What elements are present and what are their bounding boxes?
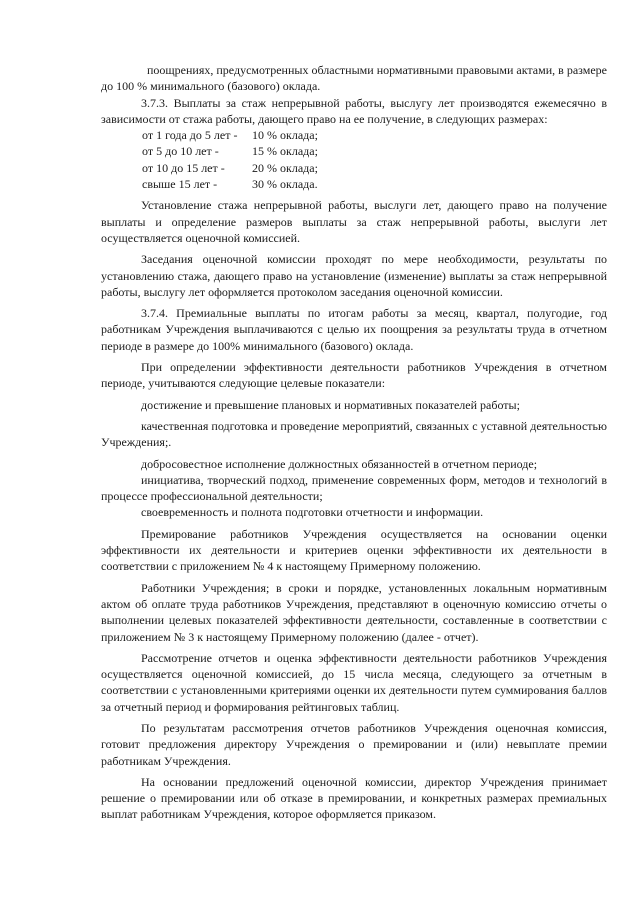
paragraph-director-decision: На основании предложений оценочной комиссии, директор Учреждения принимает решение о премировании или об отказе в премировании, и конкретных размерах премиальных выплат работникам Учреждения, которое оформляется приказом. (101, 774, 607, 822)
clause-3-7-3: 3.7.3. Выплаты за стаж непрерывной работы, выслугу лет производятся ежемесячно в зависимости от стажа работы, дающего право на ее получение, в следующих размерах: (101, 95, 607, 126)
seniority-range: от 10 до 15 лет - (142, 160, 225, 175)
seniority-rate-row (101, 176, 607, 192)
document-body (101, 62, 607, 823)
seniority-percent: 10 % оклада; (252, 128, 318, 143)
paragraph-seniority-establishment: Установление стажа непрерывной работы, выслуги лет, дающего право на получение выплаты и определение размеров выплаты за стаж непрерывной работы, выслуги лет осуществляется оценочной комиссией. (101, 198, 607, 245)
criteria-item: своевременность и полнота подготовки отчетности и информации. (141, 505, 484, 520)
paragraph-efficiency-criteria: При определении эффективности деятельности работников Учреждения в отчетном периоде, учитываются следующие целевые показатели: (101, 360, 607, 391)
seniority-percent: 20 % оклада; (252, 160, 318, 175)
seniority-rates-list (101, 127, 607, 192)
seniority-percent: 15 % оклада; (252, 144, 318, 159)
paragraph-bonus-basis: Премирование работников Учреждения осуществляется на основании оценки эффективности их деятельности и критериев оценки эффективности их деятельности в соответствии с приложением № 4 к настоящему Примерному положению. (101, 526, 607, 574)
paragraph-report-review: Рассмотрение отчетов и оценка эффективности деятельности работников Учреждения осуществляется оценочной комиссией, до 15 числа месяца, следующего за отчетным в соответствии с установленными критериями оценки их деятельности путем суммирования баллов за отчетный период и формирования рейтинговых таблиц. (101, 650, 607, 714)
seniority-rate-row (101, 160, 607, 176)
paragraph-commission-meetings: Заседания оценочной комиссии проходят по мере необходимости, результаты по установлению стажа, дающего право на установление (изменение) выплаты за стаж непрерывной работы, выслугу лет оформляется протоколом заседания оценочной комиссии. (101, 252, 607, 299)
paragraph-employee-reports: Работники Учреждения; в сроки и порядке, установленных локальным нормативным актом об оплате труда работников Учреждения, представляют в оценочную комиссию отчеты о выполнении целевых показателей эффективности деятельности, составленные в соответствии с приложением № 3 к настоящему Примерному положению (далее - отчет). (101, 580, 607, 644)
criteria-item: инициатива, творческий подход, применение современных форм, методов и технологий в процессе профессиональной деятельности; (101, 472, 607, 504)
criteria-item: добросовестное исполнение должностных обязанностей в отчетном периоде; (141, 456, 538, 471)
seniority-range: свыше 15 лет - (142, 177, 218, 192)
seniority-range: от 5 до 10 лет - (142, 144, 219, 159)
seniority-percent: 30 % оклада. (252, 177, 318, 192)
seniority-rate-row (101, 127, 607, 143)
paragraph-commission-proposals: По результатам рассмотрения отчетов работников Учреждения оценочная комиссия, готовит предложения директору Учреждения о премировании и (или) невыплате премии работникам Учреждения. (101, 720, 607, 768)
paragraph-continuation: поощрениях, предусмотренных областными нормативными правовыми актами, в размере до 100 % минимального (базового) оклада. (101, 63, 607, 94)
seniority-rate-row (101, 143, 607, 159)
clause-3-7-4: 3.7.4. Премиальные выплаты по итогам работы за месяц, квартал, полугодие, год работникам Учреждения выплачиваются с целью их поощрения за результаты труда в отчетном периоде в размере до 100% минимального (базового) оклада. (101, 306, 607, 353)
criteria-item: качественная подготовка и проведение мероприятий, связанных с уставной деятельностью Учреждения;. (101, 418, 607, 450)
criteria-item: достижение и превышение плановых и нормативных показателей работы; (141, 397, 520, 412)
seniority-range: от 1 года до 5 лет - (142, 128, 238, 143)
